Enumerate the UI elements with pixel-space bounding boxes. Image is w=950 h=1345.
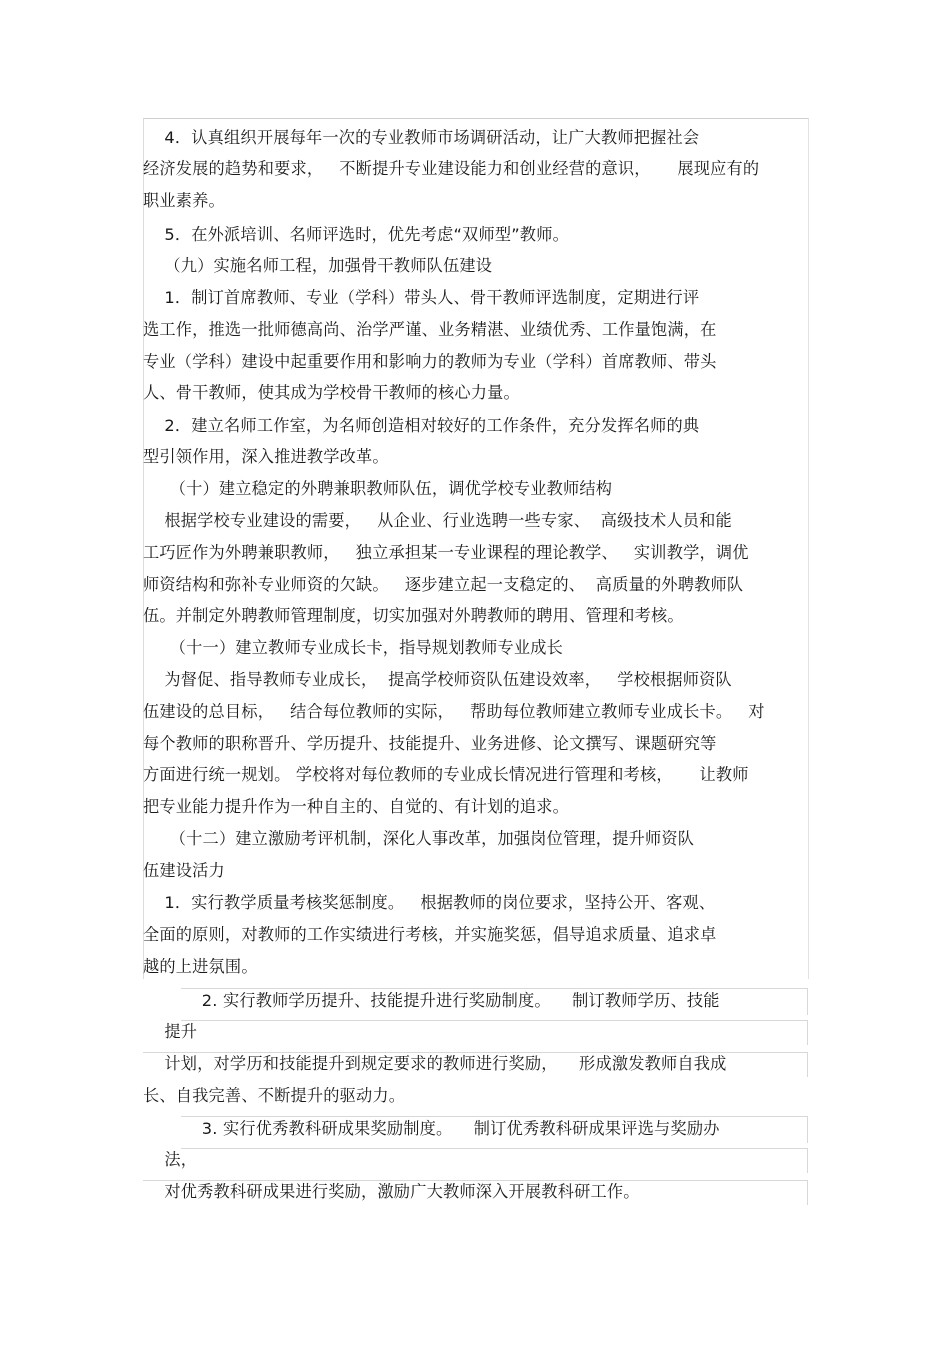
text-line: 3. 实行优秀教科研成果奖励制度。 制订优秀教科研成果评选与奖励办 — [143, 1119, 720, 1138]
text-line: 把专业能力提升作为一种自主的、自觉的、有计划的追求。 — [143, 797, 570, 816]
text-line: 计划，对学历和技能提升到规定要求的教师进行奖励， 形成激发教师自我成 — [143, 1054, 727, 1073]
text-line: 选工作，推选一批师德高尚、治学严谨、业务精湛、业绩优秀、工作量饱满，在 — [143, 320, 717, 339]
text-line: 全面的原则，对教师的工作实绩进行考核，并实施奖惩，倡导追求质量、追求卓 — [143, 925, 717, 944]
text-line: 工巧匠作为外聘兼职教师， 独立承担某一专业课程的理论教学、 实训教学，调优 — [143, 543, 749, 562]
text-line: 1．实行教学质量考核奖惩制度。 根据教师的岗位要求，坚持公开、客观、 — [143, 893, 716, 912]
text-line: 法， — [143, 1150, 198, 1169]
text-line: （十二）建立激励考评机制，深化人事改革，加强岗位管理，提升师资队 — [143, 829, 695, 848]
text-line: 为督促、指导教师专业成长， 提高学校师资队伍建设效率， 学校根据师资队 — [143, 670, 732, 689]
text-line: 根据学校专业建设的需要， 从企业、行业选聘一些专家、 高级技术人员和能 — [143, 511, 732, 530]
text-line: 职业素养。 — [143, 191, 225, 210]
text-line: （九）实施名师工程，加强骨干教师队伍建设 — [143, 256, 493, 275]
text-line: 对优秀教科研成果进行奖励，激励广大教师深入开展教科研工作。 — [143, 1182, 640, 1201]
text-line: 1．制订首席教师、专业（学科）带头人、骨干教师评选制度，定期进行评 — [143, 288, 700, 307]
text-line: 2. 实行教师学历提升、技能提升进行奖励制度。 制订教师学历、技能 — [143, 991, 720, 1010]
text-line: 师资结构和弥补专业师资的欠缺。 逐步建立起一支稳定的、 高质量的外聘教师队 — [143, 575, 744, 594]
text-box-frame — [181, 1148, 808, 1173]
text-line: 每个教师的职称晋升、学历提升、技能提升、业务进修、论文撰写、课题研究等 — [143, 734, 717, 753]
text-line: 专业（学科）建设中起重要作用和影响力的教师为专业（学科）首席教师、带头 — [143, 352, 717, 371]
text-line: 越的上进氛围。 — [143, 957, 258, 976]
text-box-frame — [181, 1020, 808, 1045]
text-line: 人、骨干教师，使其成为学校骨干教师的核心力量。 — [143, 383, 520, 402]
text-line: 方面进行统一规划。 学校将对每位教师的专业成长情况进行管理和考核， 让教师 — [143, 765, 749, 784]
text-line: （十一）建立教师专业成长卡，指导规划教师专业成长 — [143, 638, 564, 657]
text-line: 伍。并制定外聘教师管理制度，切实加强对外聘教师的聘用、管理和考核。 — [143, 606, 684, 625]
text-line: 长、自我完善、不断提升的驱动力。 — [143, 1086, 406, 1105]
text-line: 经济发展的趋势和要求， 不断提升专业建设能力和创业经营的意识， 展现应有的 — [143, 159, 760, 178]
text-line: 型引领作用，深入推进教学改革。 — [143, 447, 389, 466]
text-line: （十）建立稳定的外聘兼职教师队伍，调优学校专业教师结构 — [143, 479, 613, 498]
text-line: 提升 — [143, 1022, 198, 1041]
text-line: 5．在外派培训、名师评选时，优先考虑“双师型”教师。 — [143, 225, 569, 244]
text-line: 4．认真组织开展每年一次的专业教师市场调研活动，让广大教师把握社会 — [143, 128, 700, 147]
text-line: 伍建设的总目标， 结合每位教师的实际， 帮助每位教师建立教师专业成长卡。 对 — [143, 702, 765, 721]
text-line: 伍建设活力 — [143, 861, 225, 880]
text-line: 2．建立名师工作室，为名师创造相对较好的工作条件，充分发挥名师的典 — [143, 416, 700, 435]
